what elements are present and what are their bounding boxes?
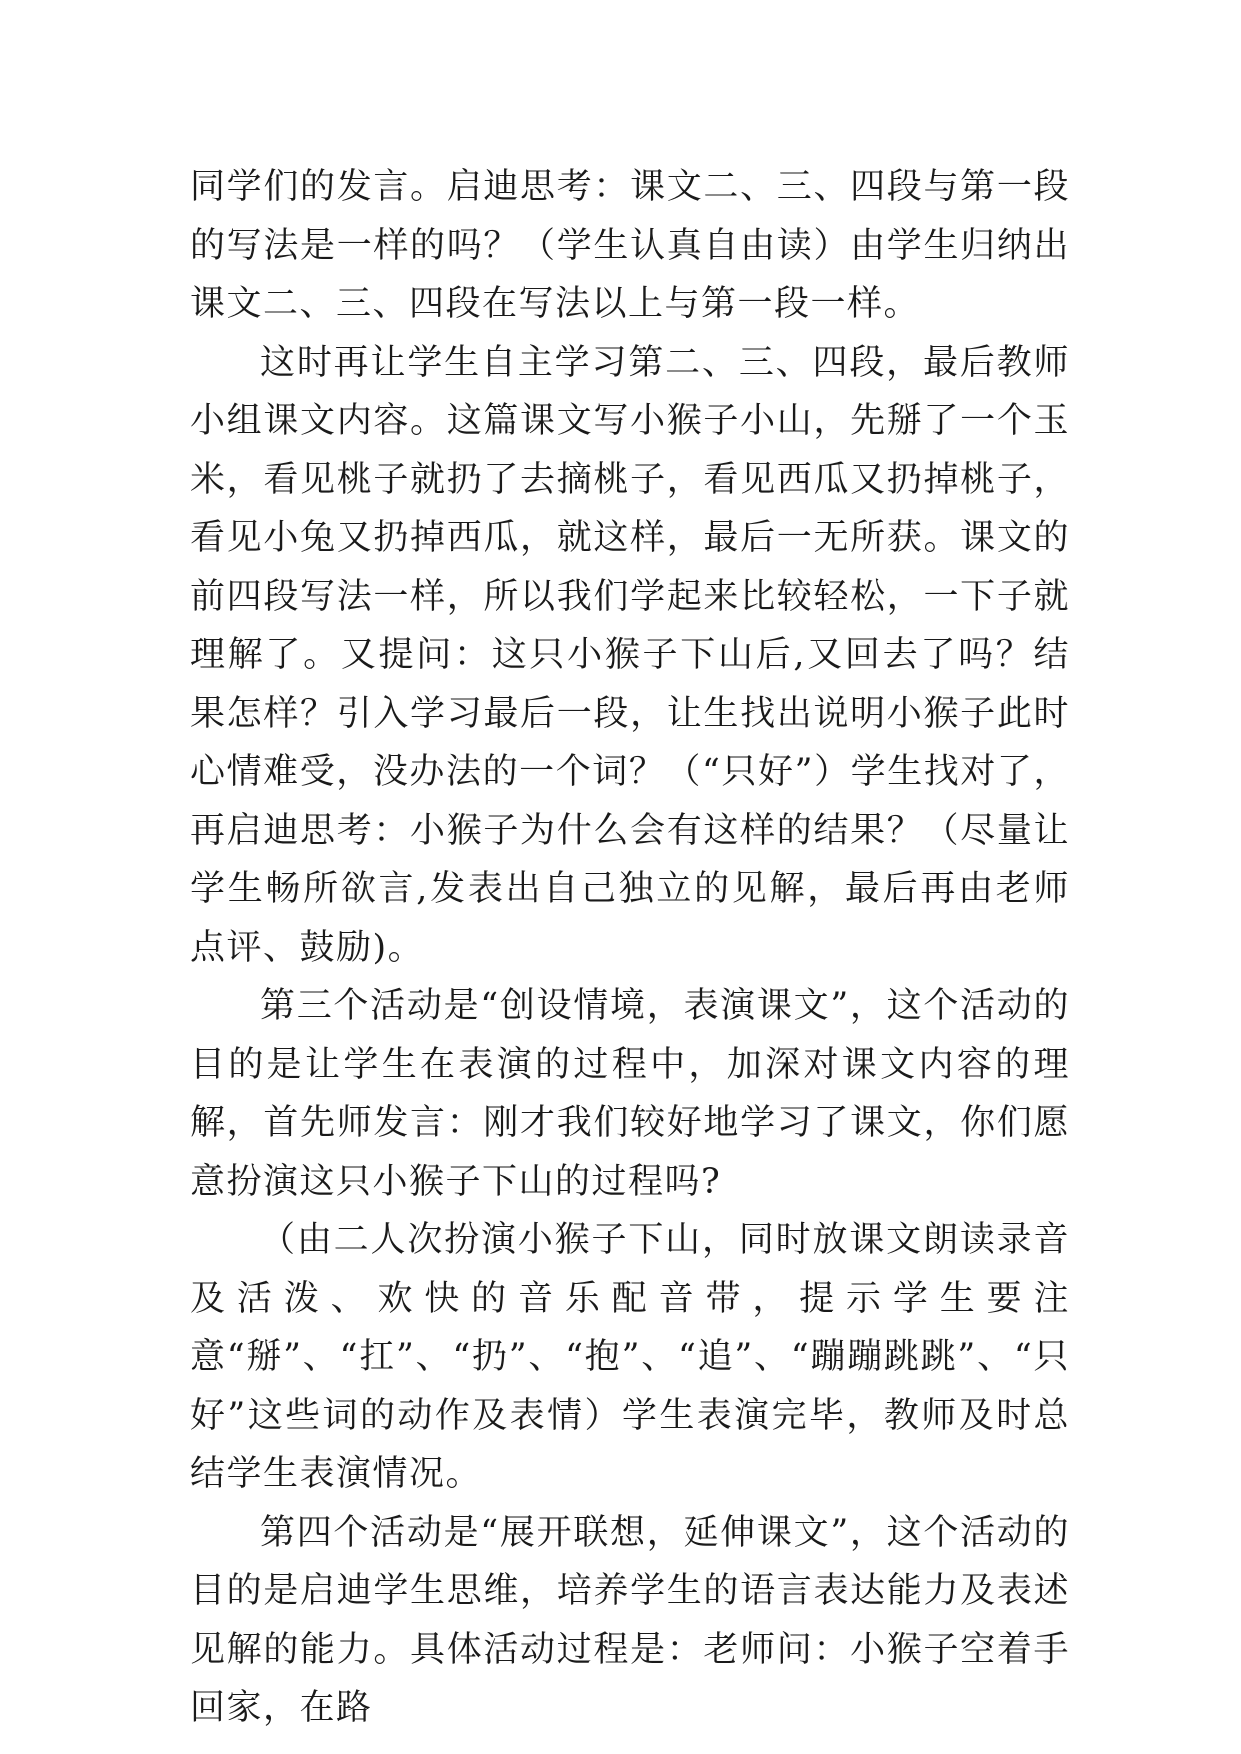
paragraph-3: 第三个活动是“创设情境，表演课文”，这个活动的目的是让学生在表演的过程中，加深对课文内容的理解，首先师发言：刚才我们较好地学习了课文，你们愿意扮演这只小猴子下山的过程吗? [190, 986, 1070, 1202]
paragraph-2: 这时再让学生自主学习第二、三、四段，最后教师小组课文内容。这篇课文写小猴子小山，先掰了一个玉米，看见桃子就扔了去摘桃子，看见西瓜又扔掉桃子，看见小兔又扔掉西瓜，就这样，最后一无所获。课文的前四段写法一样，所以我们学起来比较轻松，一下子就理解了。又提问：这只小猴子下山后,又回去了吗？结果怎样？引入学习最后一段，让生找出说明小猴子此时心情难受，没办法的一个词？（“只好”）学生找对了，再启迪思考：小猴子为什么会有这样的结果？（尽量让学生畅所欲言,发表出自己独立的见解，最后再由老师点评、鼓励)。 [190, 342, 1070, 968]
paragraph-4: （由二人次扮演小猴子下山，同时放课文朗读录音及活泼、欢快的音乐配音带，提示学生要注意“掰”、“扛”、“扔”、“抱”、“追”、“蹦蹦跳跳”、“只好”这些词的动作及表情）学生表演完毕，教师及时总结学生表演情况。 [190, 1220, 1070, 1494]
document-body [190, 158, 1070, 1738]
paragraph-5: 第四个活动是“展开联想，延伸课文”，这个活动的目的是启迪学生思维，培养学生的语言表达能力及表述见解的能力。具体活动过程是：老师问：小猴子空着手回家，在路 [190, 1512, 1070, 1728]
paragraph-1: 同学们的发言。启迪思考：课文二、三、四段与第一段的写法是一样的吗？（学生认真自由读）由学生归纳出课文二、三、四段在写法以上与第一段一样。 [190, 167, 1070, 324]
